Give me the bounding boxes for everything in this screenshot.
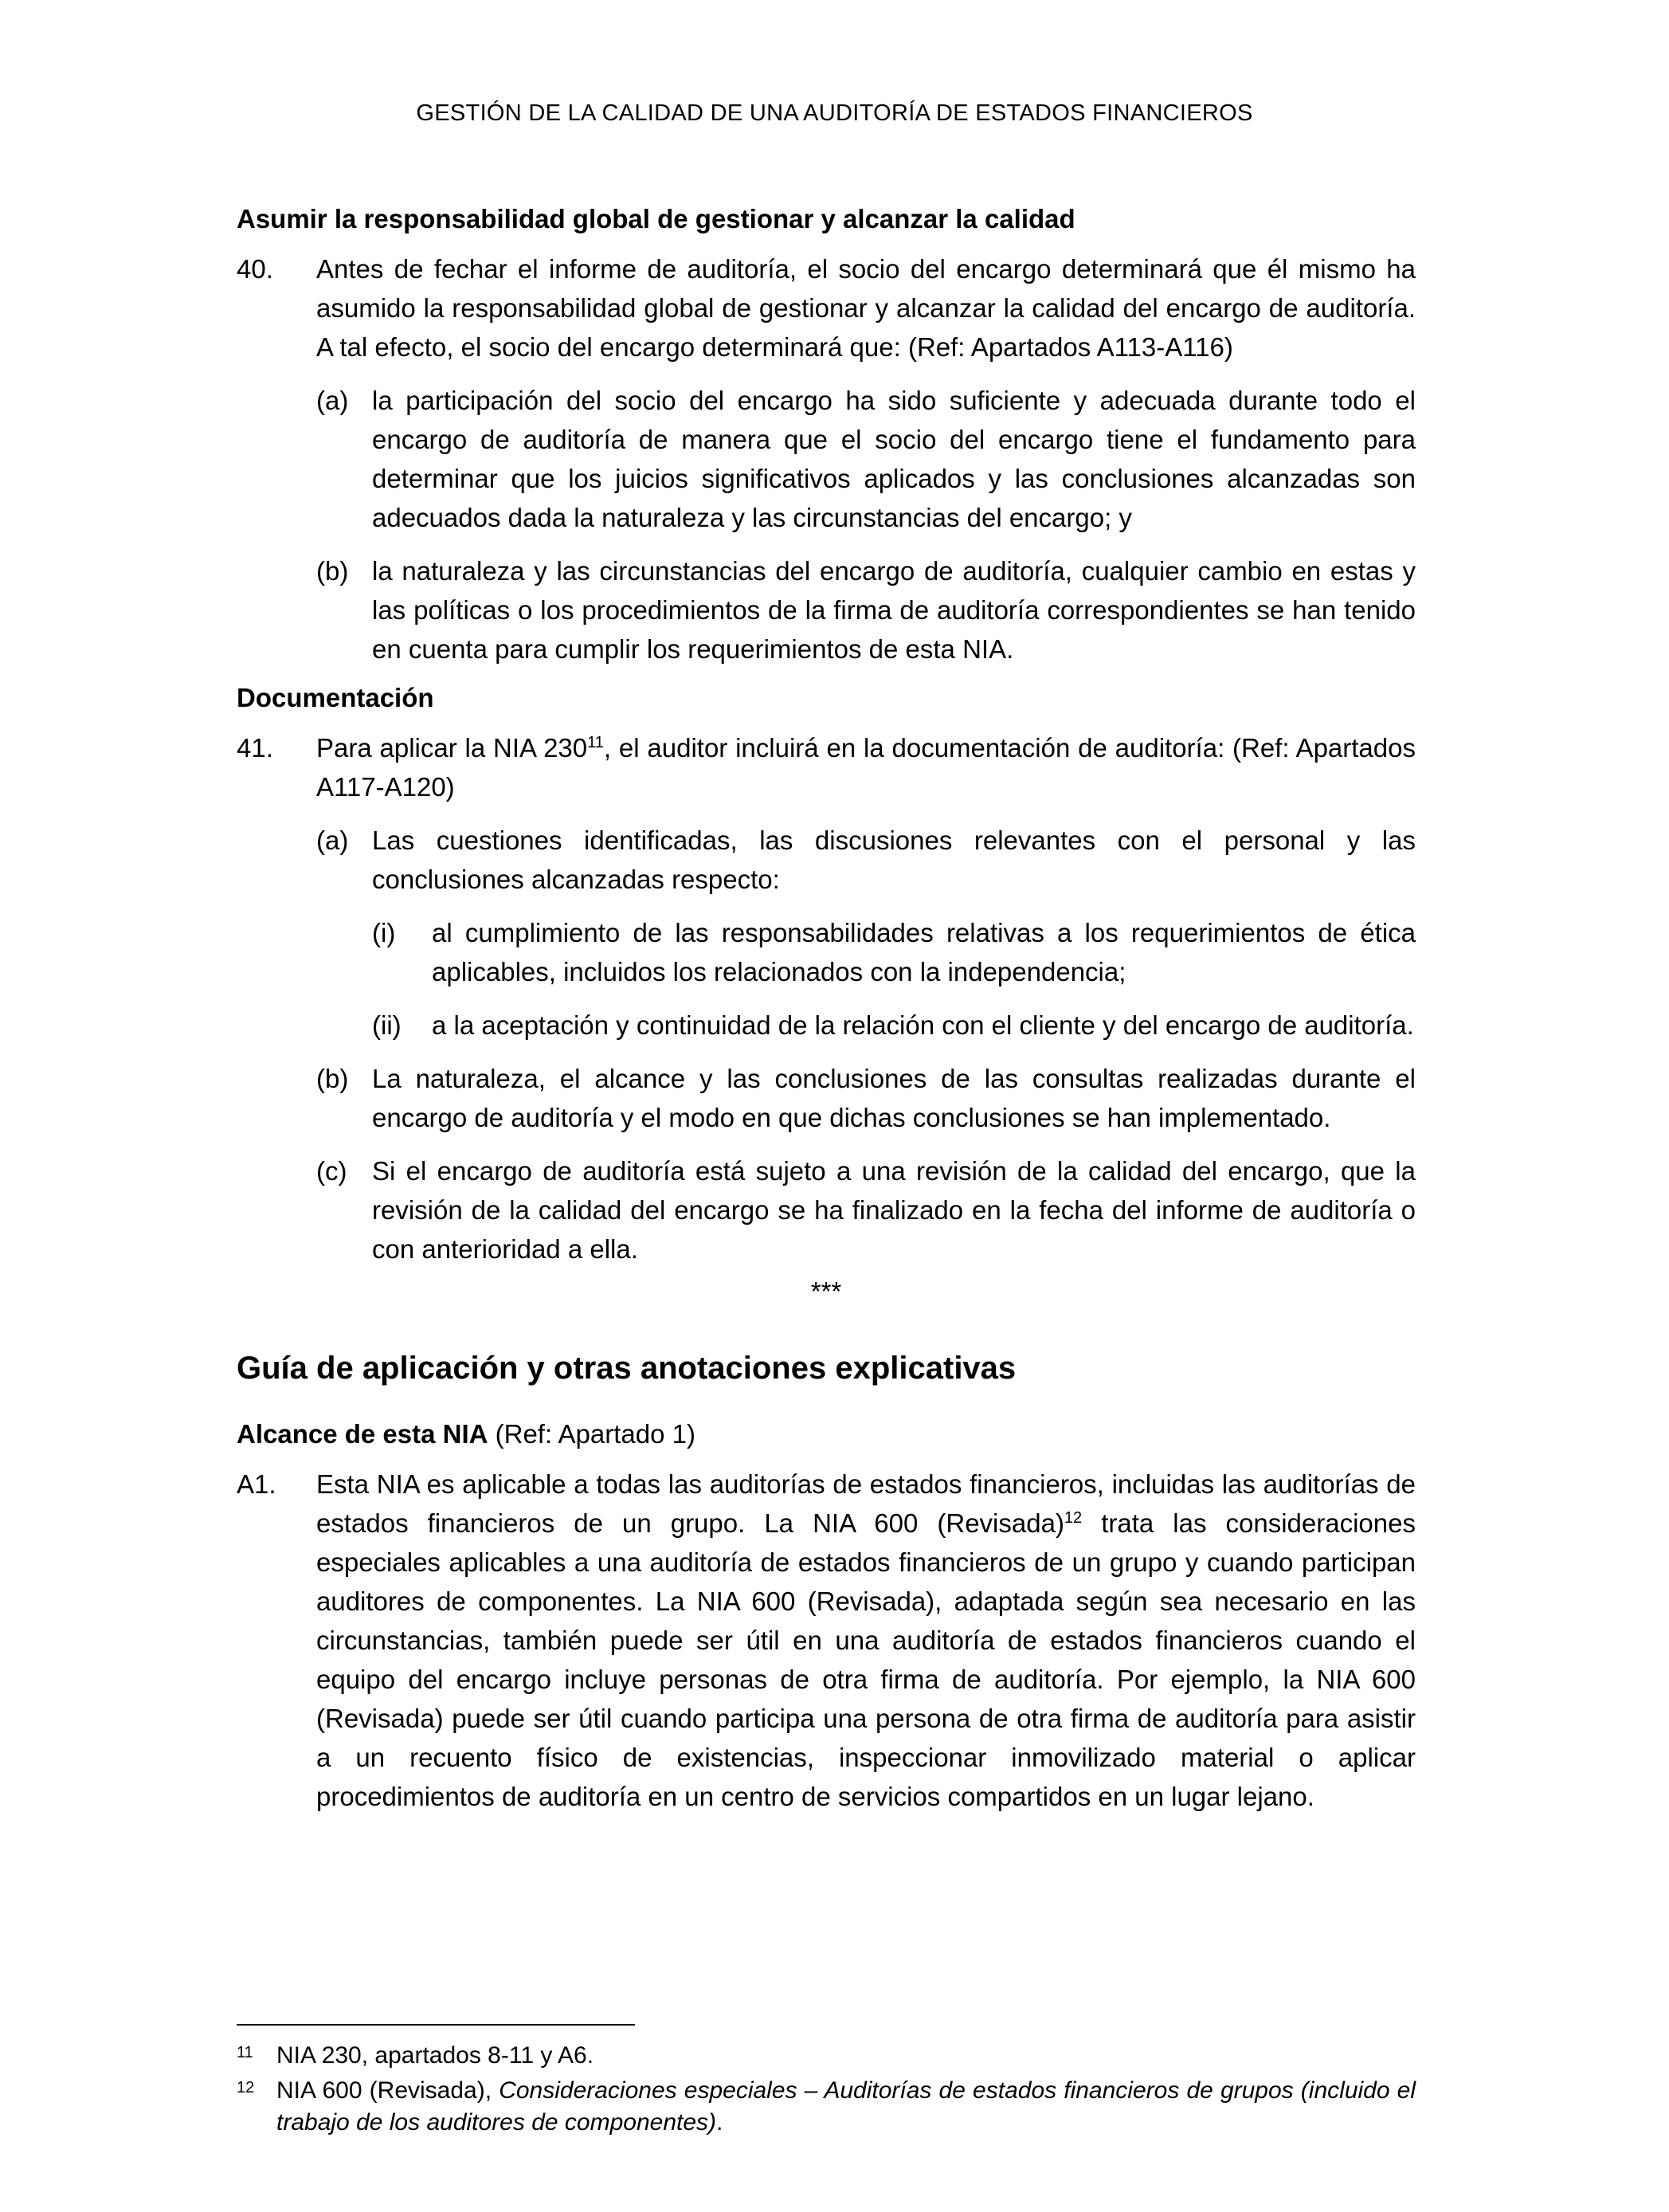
list-item-41b xyxy=(237,1059,1416,1137)
list-item-40b xyxy=(237,551,1416,669)
paragraph-a1 xyxy=(237,1465,1416,1816)
footnote-reference-11[interactable]: 11 xyxy=(587,734,604,751)
list-marker: (c) xyxy=(316,1156,347,1186)
footnote-marker: 11 xyxy=(237,2044,253,2061)
footnote-end: . xyxy=(716,2109,723,2136)
footnote-marker: 12 xyxy=(237,2079,255,2096)
list-item-text: a la aceptación y continuidad de la relación con el cliente y del encargo de auditoría. xyxy=(432,1010,1414,1040)
paragraph-number: 40. xyxy=(237,254,273,284)
paragraph-41 xyxy=(237,728,1416,806)
list-item-41c xyxy=(237,1151,1416,1269)
footnote-title: Consideraciones especiales – Auditorías de estados financieros de grupos (incluido el trabajo de los auditores de componentes) xyxy=(276,2077,1416,2136)
list-marker: (ii) xyxy=(372,1010,402,1040)
scope-heading-ref: (Ref: Apartado 1) xyxy=(488,1419,695,1449)
paragraph-40 xyxy=(237,249,1416,367)
guide-heading: Guía de aplicación y otras anotaciones explicativas xyxy=(237,1351,1017,1386)
list-marker: (b) xyxy=(316,556,349,586)
list-marker: (i) xyxy=(372,918,396,947)
paragraph-text: Esta NIA es aplicable a todas las auditorías de estados financieros, incluidas las auditorías de estados financieros de un grupo. La NIA 600 (Revisada) xyxy=(316,1469,1416,1538)
list-marker: (a) xyxy=(316,386,349,415)
footnotes xyxy=(237,2040,1416,2142)
footnote-divider xyxy=(237,2024,635,2026)
paragraph-text-cont: , el auditor incluirá en la documentación de auditoría: (Ref: Apartados A117-A120) xyxy=(316,733,1416,802)
paragraph-text: Para aplicar la NIA 230 xyxy=(316,733,588,763)
paragraph-text-cont: trata las consideraciones especiales aplicables a una auditoría de estados financieros de un grupo y cuando participan auditores de componentes. La NIA 600 (Revisada), adaptada según sea necesario en las circunstancias, también puede ser útil en una auditoría de estados financieros cuando el equipo del encargo incluye personas de otra firma de auditoría. Por ejemplo, la NIA 600 (Revisada) puede ser útil cuando participa una persona de otra firma de auditoría para asistir a un recuento físico de existencias, inspeccionar inmovilizado material o aplicar procedimientos de auditoría en un centro de servicios compartidos en un lugar lejano. xyxy=(316,1508,1416,1811)
list-item-41a xyxy=(237,821,1416,899)
list-item-text: Si el encargo de auditoría está sujeto a una revisión de la calidad del encargo, que la revisión de la calidad del encargo se ha finalizado en la fecha del informe de auditoría o con anterioridad a ella. xyxy=(372,1156,1416,1264)
scope-heading xyxy=(237,1414,1416,1453)
paragraph-text: Antes de fechar el informe de auditoría, el socio del encargo determinará que él mismo ha asumido la responsabilidad global de gestionar y alcanzar la calidad del encargo de auditoría. A tal efecto, el socio del encargo determinará que: (Ref: Apartados A113-A116) xyxy=(316,254,1416,362)
section-heading-responsibility: Asumir la responsabilidad global de gestionar y alcanzar la calidad xyxy=(237,204,1075,233)
footnote-reference-12[interactable]: 12 xyxy=(1064,1509,1083,1527)
scope-heading-title: Alcance de esta NIA xyxy=(237,1419,488,1449)
footnote-11 xyxy=(237,2040,1416,2072)
list-item-text: al cumplimiento de las responsabilidades relativas a los requerimientos de ética aplicables, incluidos los relacionados con la independencia; xyxy=(432,918,1416,986)
page-content xyxy=(237,199,1416,1830)
running-header: GESTIÓN DE LA CALIDAD DE UNA AUDITORÍA DE ESTADOS FINANCIEROS xyxy=(416,100,1253,126)
footnote-text: NIA 600 (Revisada), xyxy=(276,2077,500,2104)
paragraph-number: 41. xyxy=(237,733,273,763)
list-item-text: la participación del socio del encargo ha sido suficiente y adecuada durante todo el encargo de auditoría de manera que el socio del encargo tiene el fundamento para determinar que los juicios significativos aplicados y las conclusiones alcanzadas son adecuados dada la naturaleza y las circunstancias del encargo; y xyxy=(372,386,1416,532)
section-heading-documentation: Documentación xyxy=(237,683,434,712)
list-item-text: La naturaleza, el alcance y las conclusiones de las consultas realizadas durante el encargo de auditoría y el modo en que dichas conclusiones se han implementado. xyxy=(372,1064,1416,1132)
list-item-text: Las cuestiones identificadas, las discusiones relevantes con el personal y las conclusiones alcanzadas respecto: xyxy=(372,826,1416,894)
footnote-12 xyxy=(237,2075,1416,2139)
list-marker: (b) xyxy=(316,1064,349,1093)
list-item-40a xyxy=(237,381,1416,537)
paragraph-number: A1. xyxy=(237,1469,276,1499)
section-separator: *** xyxy=(810,1277,842,1306)
sub-list-item-i xyxy=(237,913,1416,991)
list-marker: (a) xyxy=(316,826,349,855)
sub-list-item-ii xyxy=(237,1006,1416,1045)
list-item-text: la naturaleza y las circunstancias del encargo de auditoría, cualquier cambio en estas y las políticas o los procedimientos de la firma de auditoría correspondientes se han tenido en cuenta para cumplir los requerimientos de esta NIA. xyxy=(372,556,1416,664)
footnote-text: NIA 230, apartados 8-11 y A6. xyxy=(276,2042,594,2069)
